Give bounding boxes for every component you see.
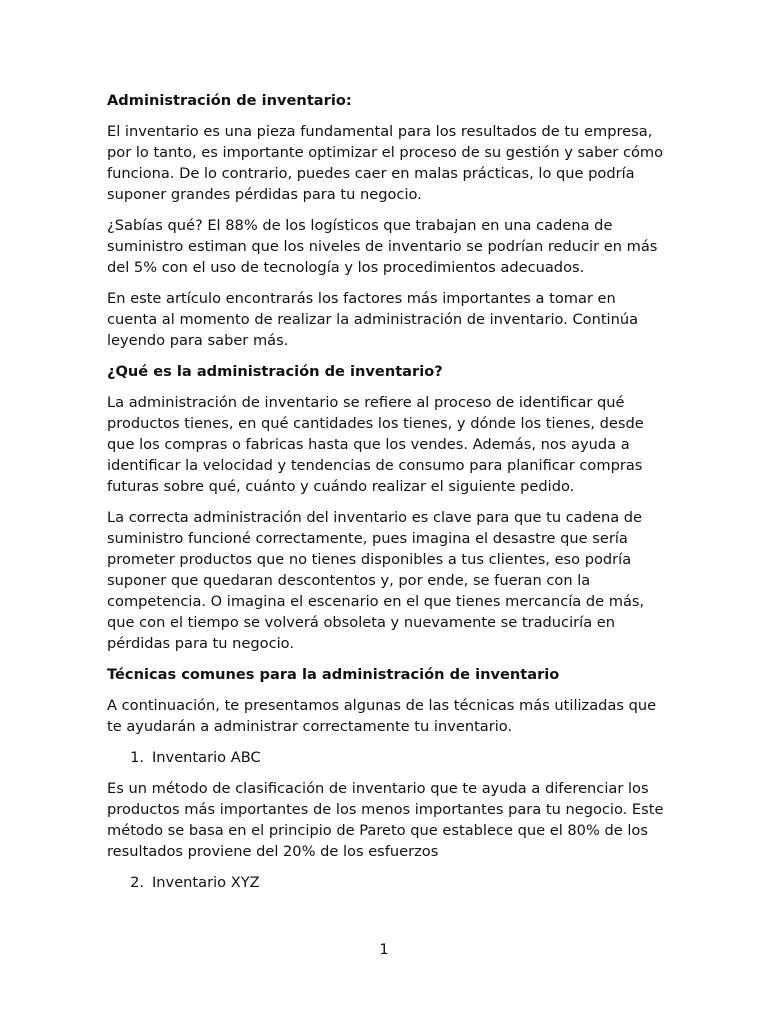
intro-paragraph-2: ¿Sabías qué? El 88% de los logísticos que trabajan en una cadena de suministro estiman que los niveles de inventario se podrían reducir en más del 5% con el uso de tecnología y los procedimientos adecuados. [107, 217, 658, 276]
section2-intro-paragraph: A continuación, te presentamos algunas de las técnicas más utilizadas que te ayudarán a administrar correctamente tu inventario. [107, 697, 657, 735]
list-item-number: 2. [130, 874, 144, 891]
list-item-abc [107, 747, 667, 768]
section1-paragraph-2: La correcta administración del inventario es clave para que tu cadena de suministro funcioné correctamente, pues imagina el desastre que sería prometer productos que no tienes disponibles a tus clientes, eso podría suponer que quedaran descontentos y, por ende, se fueran con la competencia. O imagina el escenario en el que tienes mercancía de más, que con el tiempo se volverá obsoleta y nuevamente se traduciría en pérdidas para tu negocio. [107, 509, 645, 652]
page-number: 1 [379, 941, 389, 958]
list-item-label: Inventario XYZ [152, 874, 260, 891]
list-item-label: Inventario ABC [152, 749, 261, 766]
document-title: Administración de inventario: [107, 92, 352, 109]
document-page [107, 90, 667, 903]
section1-paragraph-1: La administración de inventario se refiere al proceso de identificar qué productos tienes, en qué cantidades los tienes, y dónde los tienes, desde que los compras o fabricas hasta que los vendes. Además, nos ayuda a identificar la velocidad y tendencias de consumo para planificar compras futuras sobre qué, cuánto y cuándo realizar el siguiente pedido. [107, 394, 644, 495]
intro-paragraph-1: El inventario es una pieza fundamental para los resultados de tu empresa, por lo tanto, es importante optimizar el proceso de su gestión y saber cómo funciona. De lo contrario, puedes caer en malas prácticas, lo que podría suponer grandes pérdidas para tu negocio. [107, 123, 664, 203]
list-item-xyz [107, 872, 667, 893]
section-heading-what-is: ¿Qué es la administración de inventario? [107, 363, 443, 380]
intro-paragraph-3: En este artículo encontrarás los factores más importantes a tomar en cuenta al momento de realizar la administración de inventario. Continúa leyendo para saber más. [107, 290, 639, 349]
list-item-number: 1. [130, 749, 144, 766]
section-heading-techniques: Técnicas comunes para la administración de inventario [107, 666, 560, 683]
abc-paragraph: Es un método de clasificación de inventario que te ayuda a diferenciar los productos más importantes de los menos importantes para tu negocio. Este método se basa en el principio de Pareto que establece que el 80% de los resultados proviene del 20% de los esfuerzos [107, 780, 664, 860]
